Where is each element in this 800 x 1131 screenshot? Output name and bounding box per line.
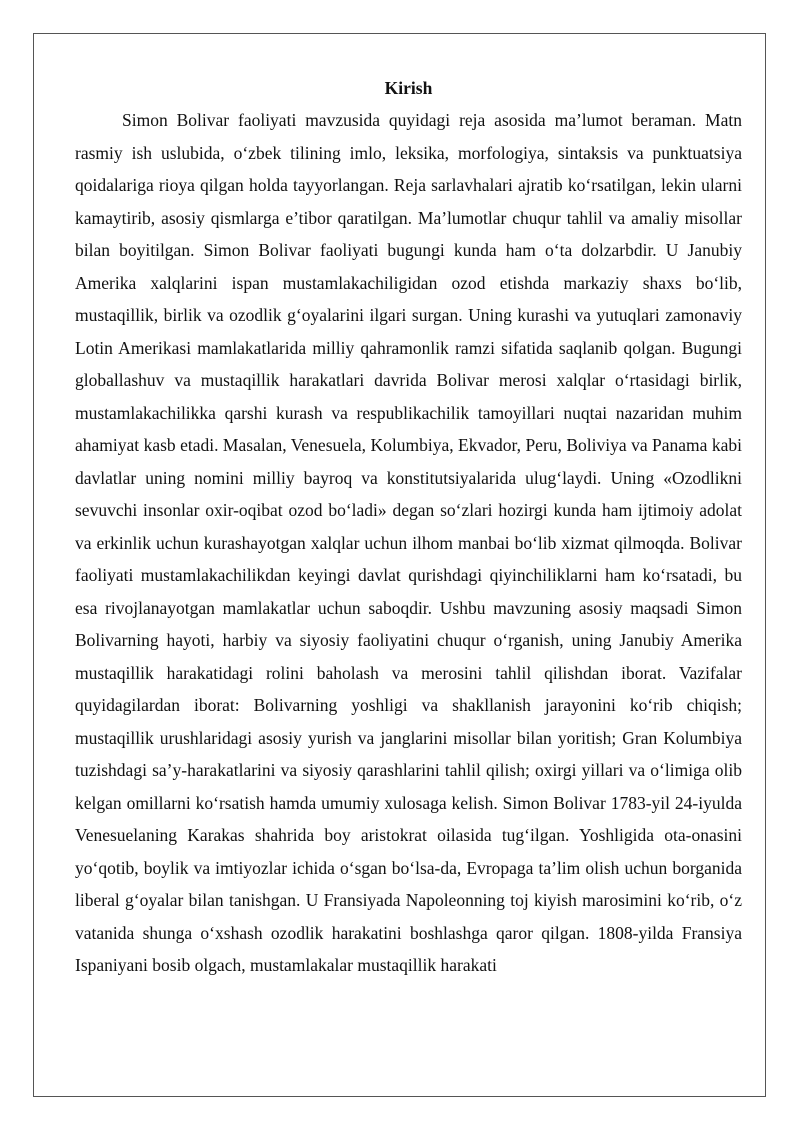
- body-paragraph: Simon Bolivar faoliyati mavzusida quyidagi reja asosida ma’lumot beraman. Matn rasmiy ish uslubida, o‘zbek tilining imlo, leksika, morfologiya, sintaksis va punktuatsiya qoidalariga rioya qilgan holda tayyorlangan. Reja sarlavhalari ajratib ko‘rsatilgan, lekin ularni kamaytirib, asosiy qismlarga e’tibor qaratilgan. Ma’lumotlar chuqur tahlil va amaliy misollar bilan boyitilgan. Simon Bolivar faoliyati bugungi kunda ham o‘ta dolzarbdir. U Janubiy Amerika xalqlarini ispan mustamlakachiligidan ozod etishda markaziy shaxs bo‘lib, mustaqillik, birlik va ozodlik g‘oyalarini ilgari surgan. Uning kurashi va yutuqlari zamonaviy Lotin Amerikasi mamlakatlarida milliy qahramonlik ramzi sifatida saqlanib qolgan. Bugungi globallashuv va mustaqillik harakatlari davrida Bolivar merosi xalqlar o‘rtasidagi birlik, mustamlakachilikka qarshi kurash va respublikachilik tamoyillari nuqtai nazaridan muhim ahamiyat kasb etadi. Masalan, Venesuela, Kolumbiya, Ekvador, Peru, Boliviya va Panama kabi davlatlar uning nomini milliy bayroq va konstitutsiyalarida ulug‘laydi. Uning «Ozodlikni sevuvchi insonlar oxir-oqibat ozod bo‘ladi» degan so‘zlari hozirgi kunda ham ijtimoiy adolat va erkinlik uchun kurashayotgan xalqlar uchun ilhom manbai bo‘lib xizmat qilmoqda. Bolivar faoliyati mustamlakachilikdan keyingi davlat qurishdagi qiyinchiliklarni ham ko‘rsatadi, bu esa rivojlanayotgan mamlakatlar uchun saboqdir. Ushbu mavzuning asosiy maqsadi Simon Bolivarning hayoti, harbiy va siyosiy faoliyatini chuqur o‘rganish, uning Janubiy Amerika mustaqillik harakatidagi rolini baholash va merosini tahlil qilishdan iborat. Vazifalar quyidagilardan iborat: Bolivarning yoshligi va shakllanish jarayonini ko‘rib chiqish; mustaqillik urushlaridagi asosiy yurish va janglarini misollar bilan yoritish; Gran Kolumbiya tuzishdagi sa’y-harakatlarini va siyosiy qarashlarini tahlil qilish; oxirgi yillari va o‘limiga olib kelgan omillarni ko‘rsatish hamda umumiy xulosaga kelish. Simon Bolivar 1783-yil 24-iyulda Venesuelaning Karakas shahrida boy aristokrat oilasida tug‘ilgan. Yoshligida ota-onasini yo‘qotib, boylik va imtiyozlar ichida o‘sgan bo‘lsa-da, Evropaga ta’lim olish uchun borganida liberal g‘oyalar bilan tanishgan. U Fransiyada Napoleonning toj kiyish marosimini ko‘rib, o‘z vatanida shunga o‘xshash ozodlik harakatini boshlashga qaror qilgan. 1808-yilda Fransiya Ispaniyani bosib olgach, mustamlakalar mustaqillik harakati: [75, 110, 742, 975]
- page-content: [75, 72, 742, 982]
- section-title: Kirish: [384, 78, 433, 98]
